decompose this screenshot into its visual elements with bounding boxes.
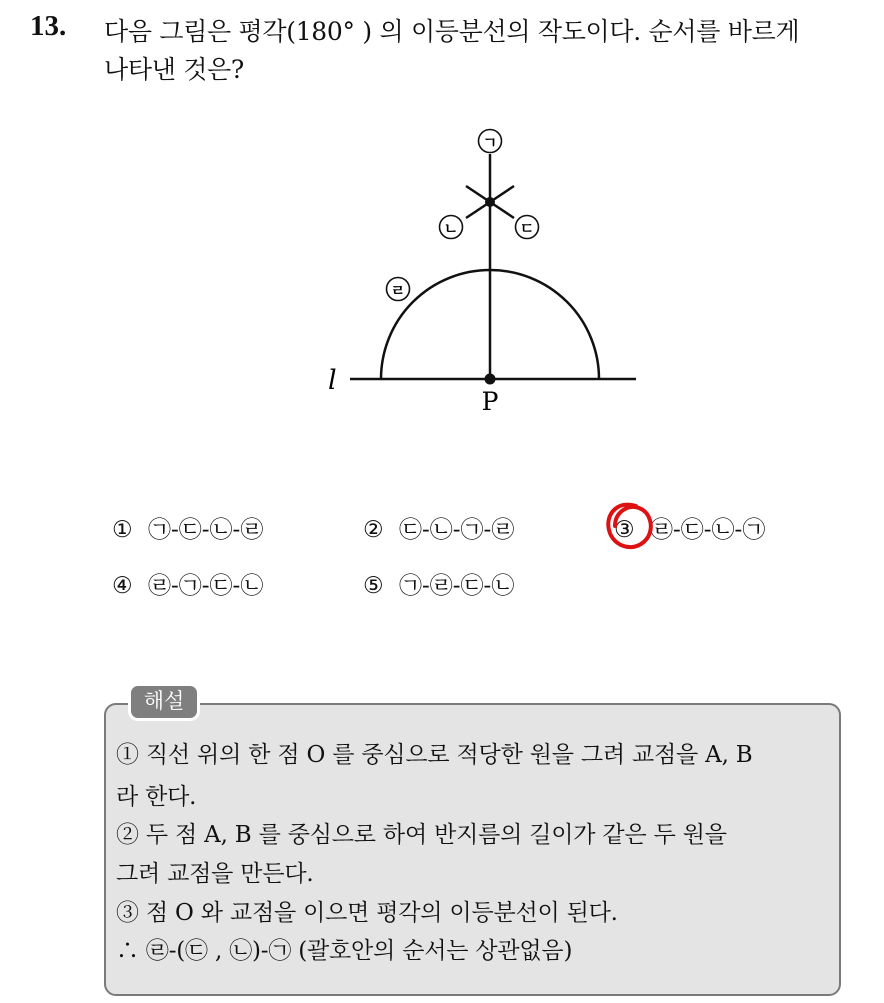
choice-2-number: ②: [363, 517, 384, 543]
solution-line-3: ② 두 점 A, B 를 중심으로 하여 반지름의 길이가 같은 두 원을: [116, 822, 727, 848]
solution-line-4: 그려 교점을 만든다.: [116, 861, 314, 887]
solution-line-2: 라 한다.: [116, 784, 197, 810]
label-r: ㄹ: [390, 281, 406, 300]
label-g: ㄱ: [482, 133, 498, 152]
choice-3-number: ③: [614, 517, 635, 543]
choice-1-number: ①: [112, 517, 133, 543]
solution-line-5: ③ 점 O 와 교점을 이으면 평각의 이등분선이 된다.: [116, 900, 618, 926]
choice-5-number: ⑤: [363, 573, 384, 599]
choice-4-number: ④: [112, 573, 133, 599]
choice-1-text: ㉠-㉢-㉡-㉣: [148, 517, 264, 543]
label-d: ㄷ: [519, 219, 535, 238]
choice-3-text: ㉣-㉢-㉡-㉠: [650, 517, 766, 543]
question-number: 13.: [30, 10, 67, 42]
solution-tag: 해설: [128, 683, 200, 721]
solution-line-6: ∴ ㉣-(㉢ , ㉡)-㉠ (괄호안의 순서는 상관없음): [116, 938, 573, 964]
point-label-p: P: [481, 387, 499, 416]
solution-line-1: ① 직선 위의 한 점 O 를 중심으로 적당한 원을 그려 교점을 A, B: [116, 742, 753, 768]
question-text-line-1: 다음 그림은 평각(180° ) 의 이등분선의 작도이다. 순서를 바르게: [104, 17, 800, 46]
label-n: ㄴ: [443, 219, 459, 238]
choice-5-text: ㉠-㉣-㉢-㉡: [399, 573, 515, 599]
choice-4-text: ㉣-㉠-㉢-㉡: [148, 573, 264, 599]
choice-2-text: ㉢-㉡-㉠-㉣: [399, 517, 515, 543]
line-label-l: l: [328, 365, 337, 396]
question-text-line-2: 나타낸 것은?: [104, 55, 245, 84]
